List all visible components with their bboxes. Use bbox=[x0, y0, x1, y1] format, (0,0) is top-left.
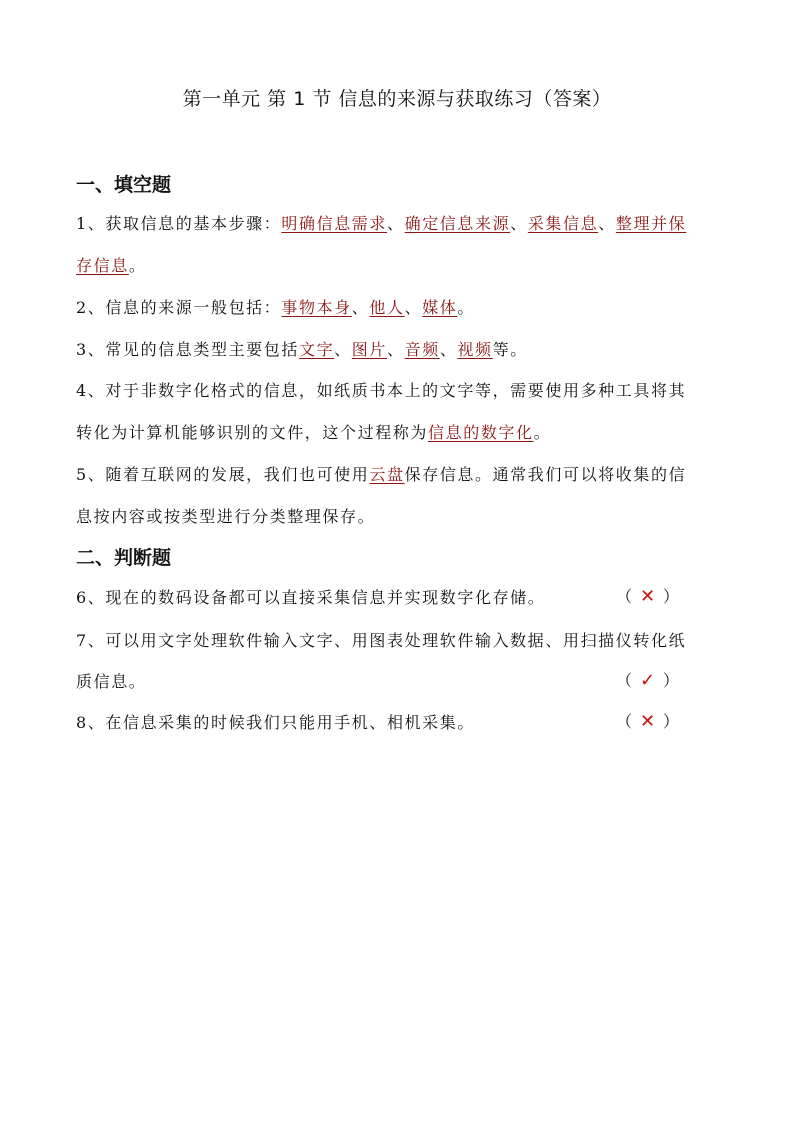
question-4-line-2 bbox=[76, 420, 724, 443]
answer-1d-part2: 存信息 bbox=[76, 256, 129, 275]
question-3-end: 等。 bbox=[492, 340, 528, 359]
separator: 、 bbox=[387, 214, 405, 233]
section-heading-fill-blank: 一、填空题 bbox=[76, 174, 172, 196]
question-3-prefix: 3、常见的信息类型主要包括 bbox=[76, 340, 299, 359]
answer-1a: 明确信息需求 bbox=[281, 214, 387, 233]
answer-3c: 音频 bbox=[404, 340, 440, 359]
separator: 、 bbox=[351, 298, 370, 317]
separator: 、 bbox=[334, 340, 352, 359]
answer-1b: 确定信息来源 bbox=[404, 214, 511, 233]
page-title: 第一单元 第 1 节 信息的来源与获取练习（答案） bbox=[182, 88, 612, 110]
separator: 、 bbox=[387, 340, 405, 359]
question-2 bbox=[76, 295, 724, 318]
cross-mark-icon: ✕ bbox=[639, 586, 657, 607]
question-7-line-1: 7、可以用文字处理软件输入文字、用图表处理软件输入数据、用扫描仪转化纸 bbox=[76, 631, 687, 650]
bracket-open: （ bbox=[616, 712, 634, 731]
answer-1c: 采集信息 bbox=[527, 214, 599, 233]
answer-3d: 视频 bbox=[457, 340, 493, 359]
question-2-prefix: 2、信息的来源一般包括： bbox=[76, 298, 282, 317]
question-5-rest: 保存信息。通常我们可以将收集的信 bbox=[404, 465, 687, 484]
question-3 bbox=[76, 337, 724, 360]
answer-1d-part1: 整理并保 bbox=[615, 214, 687, 233]
judgement-8 bbox=[616, 709, 680, 732]
question-2-end: 。 bbox=[457, 298, 476, 317]
question-1-line-1 bbox=[76, 211, 724, 234]
question-5-line-2: 息按内容或按类型进行分类整理保存。 bbox=[76, 507, 376, 526]
bracket-close: ） bbox=[663, 671, 681, 690]
question-5-line-1 bbox=[76, 462, 724, 485]
separator: 、 bbox=[404, 298, 423, 317]
separator: 、 bbox=[510, 214, 528, 233]
section-heading-true-false: 二、判断题 bbox=[76, 547, 172, 569]
answer-3b: 图片 bbox=[351, 340, 387, 359]
question-1-end: 。 bbox=[128, 256, 147, 275]
bracket-close: ） bbox=[663, 712, 681, 731]
answer-4: 信息的数字化 bbox=[428, 423, 534, 442]
answer-3a: 文字 bbox=[298, 340, 335, 359]
separator: 、 bbox=[598, 214, 616, 233]
answer-2a: 事物本身 bbox=[281, 298, 352, 317]
question-4-end: 。 bbox=[533, 423, 552, 442]
answer-2b: 他人 bbox=[369, 298, 405, 317]
question-5-prefix: 5、随着互联网的发展，我们也可使用 bbox=[76, 465, 370, 484]
bracket-close: ） bbox=[663, 587, 681, 606]
bracket-open: （ bbox=[616, 671, 634, 690]
question-1-line-2 bbox=[76, 253, 724, 276]
judgement-6 bbox=[616, 584, 680, 607]
cross-mark-icon: ✕ bbox=[639, 711, 657, 732]
question-8: 8、在信息采集的时候我们只能用手机、相机采集。 bbox=[76, 713, 475, 732]
question-4-line-1: 4、对于非数字化格式的信息，如纸质书本上的文字等，需要使用多种工具将其 bbox=[76, 381, 687, 400]
bracket-open: （ bbox=[616, 587, 634, 606]
check-mark-icon: ✓ bbox=[639, 670, 657, 691]
answer-5: 云盘 bbox=[369, 465, 405, 484]
question-7-line-2: 质信息。 bbox=[76, 672, 147, 691]
question-1-prefix: 1、获取信息的基本步骤： bbox=[76, 214, 282, 233]
separator: 、 bbox=[439, 340, 458, 359]
question-6: 6、现在的数码设备都可以直接采集信息并实现数字化存储。 bbox=[76, 588, 546, 607]
judgement-7 bbox=[616, 668, 680, 691]
question-4-prefix: 转化为计算机能够识别的文件，这个过程称为 bbox=[76, 423, 429, 442]
answer-2c: 媒体 bbox=[422, 298, 458, 317]
